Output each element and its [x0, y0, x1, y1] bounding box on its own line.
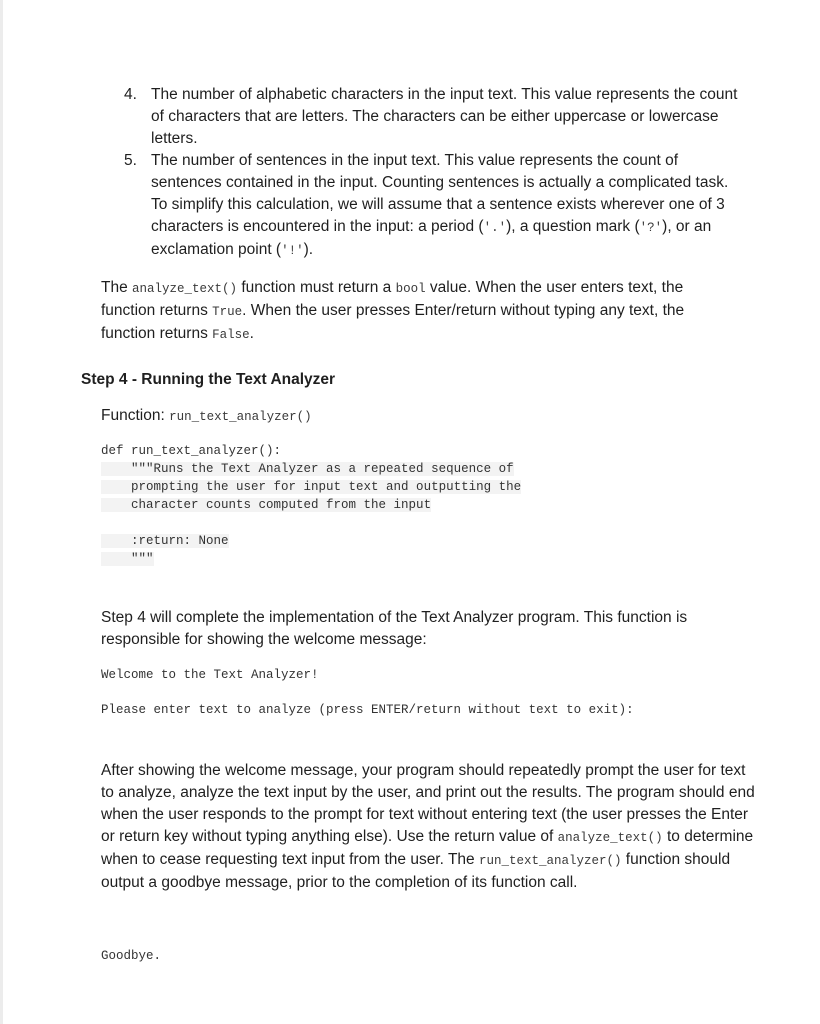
paragraph-text: The: [101, 279, 133, 296]
console-prompt-message: Please enter text to analyze (press ENTER/return without text to exit):: [101, 703, 634, 717]
function-label: Function:: [101, 407, 170, 424]
list-item: [124, 84, 744, 150]
function-signature-line: [101, 405, 312, 428]
console-welcome-message: Welcome to the Text Analyzer!: [101, 668, 319, 682]
inline-code: '!': [281, 244, 304, 258]
code-line: [101, 496, 621, 514]
return-value-paragraph: [101, 277, 741, 346]
code-text: def run_text_analyzer():: [101, 444, 282, 458]
paragraph-text: . When the user presses Enter/return without typing any text, the function returns: [101, 302, 685, 342]
code-line: [101, 442, 621, 460]
inline-code: analyze_text(): [557, 831, 663, 845]
code-line: [101, 460, 621, 478]
list-item: [124, 150, 744, 262]
code-text: prompting the user for input text and outputting the: [131, 480, 522, 494]
code-line: [101, 550, 621, 568]
after-welcome-paragraph: [101, 760, 761, 894]
inline-code: True: [212, 305, 243, 319]
step4-paragraph: Step 4 will complete the implementation of the Text Analyzer program. This function is responsible for showing the welcome message:: [101, 609, 688, 648]
inline-code: '.': [483, 221, 507, 235]
paragraph-text: After showing the welcome message, your program should repeatedly prompt the user for text to analyze, analyze the text input by the user, and print out the results. The program should end when the user responds to the prompt for text without entering text (the user presses the Enter or return key without typing anything else). Use the return value of: [101, 762, 755, 845]
list-item-text: ), or an exclamation point (: [151, 218, 712, 258]
paragraph-text: function should output a goodbye message, prior to the completion of its function call.: [101, 851, 731, 891]
console-goodbye-message: Goodbye.: [101, 949, 162, 963]
list-item-text: The number of alphabetic characters in the input text. This value represents the count of characters that are letters. The characters can be either uppercase or lowercase letters.: [151, 86, 738, 147]
paragraph-text: function must return a: [237, 279, 396, 296]
list-item-number: 4.: [124, 86, 137, 103]
code-text: """: [131, 552, 154, 566]
inline-code: False: [212, 328, 250, 342]
inline-code: run_text_analyzer(): [478, 854, 622, 868]
list-item-number: 5.: [124, 152, 137, 169]
inline-code: bool: [395, 282, 426, 296]
code-text: """Runs the Text Analyzer as a repeated sequence of: [131, 462, 514, 476]
list-item-text: The number of sentences in the input text. This value represents the count of sentences contained in the input. Counting sentences is actually a complicated task. To simplify this calculation, we will assume that a sentence exists wherever one of 3 characters is encountered in the input: a period (: [151, 152, 729, 235]
page-edge: [0, 0, 3, 1024]
code-block: [101, 442, 621, 568]
code-text: :return: None: [131, 534, 229, 548]
paragraph-text: value. When the user enters text, the function returns: [101, 279, 684, 319]
section-heading: Step 4 - Running the Text Analyzer: [81, 371, 336, 388]
list-item-text: ), a question mark (: [506, 218, 640, 235]
function-name-code: run_text_analyzer(): [169, 410, 312, 424]
code-text: character counts computed from the input: [131, 498, 432, 512]
inline-code: '?': [639, 221, 663, 235]
paragraph-text: to determine when to cease requesting text input from the user. The: [101, 828, 754, 868]
code-line: [101, 532, 621, 550]
inline-code: analyze_text(): [132, 282, 238, 296]
requirements-list: [124, 84, 744, 262]
code-line: [101, 478, 621, 496]
paragraph-text: .: [249, 325, 254, 342]
list-item-text: ).: [303, 241, 314, 258]
